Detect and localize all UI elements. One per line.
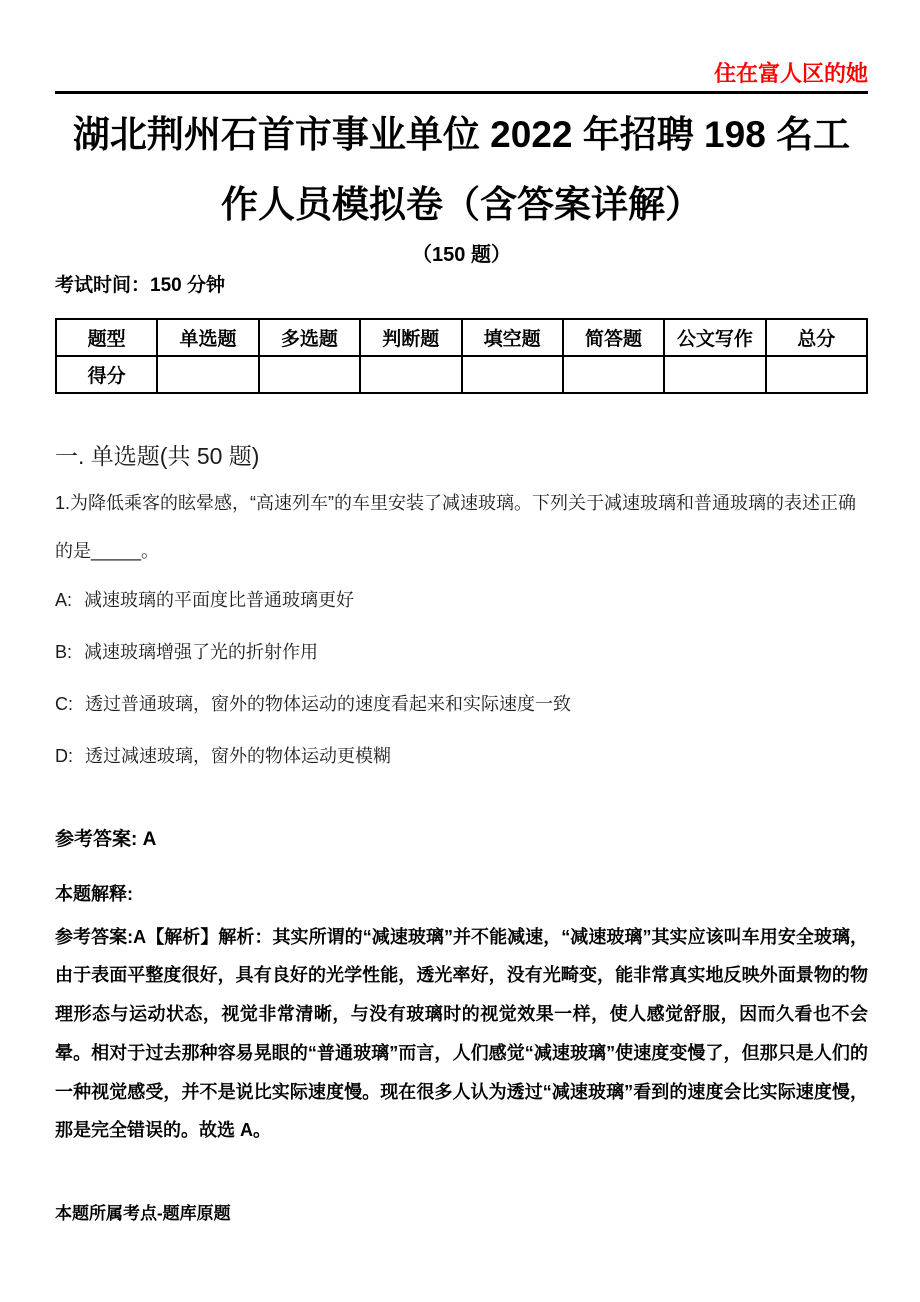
score-table-score-cell xyxy=(157,356,258,393)
score-table-score-cell xyxy=(259,356,360,393)
option-b-text: 减速玻璃增强了光的折射作用 xyxy=(84,642,319,663)
option-b-label: B: xyxy=(55,642,73,663)
score-table-header-cell: 总分 xyxy=(766,319,867,356)
explanation-heading: 本题解释: xyxy=(55,883,133,904)
option-a-text: 减速玻璃的平面度比普通玻璃更好 xyxy=(84,590,355,611)
score-table-header-cell: 单选题 xyxy=(157,319,258,356)
option-a xyxy=(55,587,868,614)
option-c-text: 透过普通玻璃，窗外的物体运动的速度看起来和实际速度一致 xyxy=(85,694,571,715)
option-c-label: C: xyxy=(55,694,73,715)
score-table-header-cell: 多选题 xyxy=(259,319,360,356)
option-b xyxy=(55,639,868,666)
score-table xyxy=(55,318,868,394)
exam-duration-label: 考试时间：150 分钟 xyxy=(55,275,225,297)
section-heading: 一. 单选题(共 50 题) xyxy=(55,442,260,469)
score-table-header-cell: 填空题 xyxy=(462,319,563,356)
exam-title: 湖北荆州石首市事业单位 2022 年招聘 198 名工作人员模拟卷（含答案详解） xyxy=(72,113,851,225)
options-list xyxy=(55,587,868,770)
score-table-header-cell: 题型 xyxy=(56,319,157,356)
source-note: 本题所属考点-题库原题 xyxy=(55,1203,231,1223)
score-table-header-row xyxy=(56,319,867,356)
question-count-subtitle: （150 题） xyxy=(412,244,511,267)
option-d xyxy=(55,743,868,770)
score-table-score-cell xyxy=(462,356,563,393)
score-table-header-cell: 公文写作 xyxy=(664,319,765,356)
explanation-text: 参考答案:A【解析】解析：其实所谓的“减速玻璃”并不能减速，“减速玻璃”其实应该叫车用安全玻璃，由于表面平整度很好，具有良好的光学性能，透光率好，没有光畸变，能非常真实地反映外面景物的物理形态与运动状态，视觉非常清晰，与没有玻璃时的视觉效果一样，使人感觉舒服，因而久看也不会晕。相对于过去那种容易晃眼的“普通玻璃”而言，人们感觉“减速玻璃”使速度变慢了，但那只是人们的一种视觉感受，并不是说比实际速度慢。现在很多人认为透过“减速玻璃”看到的速度会比实际速度慢，那是完全错误的。故选 A。 xyxy=(55,926,868,1141)
header-divider xyxy=(55,91,868,94)
page-header xyxy=(55,0,868,94)
question-text: 1.为降低乘客的眩晕感，“高速列车”的车里安装了减速玻璃。下列关于减速玻璃和普通玻璃的表述正确的是_____。 xyxy=(55,492,856,561)
score-table-score-cell xyxy=(766,356,867,393)
option-a-label: A: xyxy=(55,590,73,611)
option-d-text: 透过减速玻璃，窗外的物体运动更模糊 xyxy=(85,746,391,767)
score-table-score-label-cell: 得分 xyxy=(56,356,157,393)
score-table-score-row xyxy=(56,356,867,393)
score-table-score-cell xyxy=(360,356,461,393)
score-table-header-cell: 判断题 xyxy=(360,319,461,356)
option-c xyxy=(55,691,868,718)
option-d-label: D: xyxy=(55,746,73,767)
site-watermark-text: 住在富人区的她 xyxy=(713,61,868,86)
score-table-score-cell xyxy=(664,356,765,393)
reference-answer: 参考答案: A xyxy=(55,829,157,851)
score-table-header-cell: 简答题 xyxy=(563,319,664,356)
score-table-score-cell xyxy=(563,356,664,393)
